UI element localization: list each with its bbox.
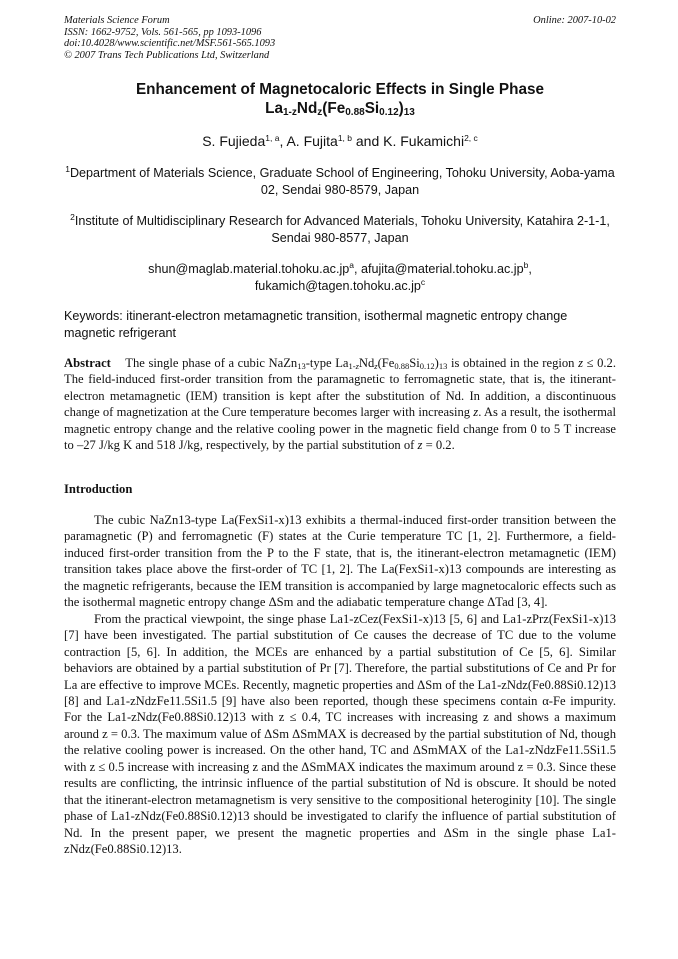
formula-part: Si <box>364 100 380 117</box>
author-2: , A. Fujita <box>279 133 338 149</box>
affiliation-2 <box>64 213 616 247</box>
affiliation-1 <box>64 165 616 199</box>
author-1-affil: 1, a <box>265 133 280 143</box>
introduction-heading: Introduction <box>64 482 133 496</box>
title-line-1: Enhancement of Magnetocaloric Effects in Single Phase <box>135 81 544 98</box>
copyright-line: © 2007 Trans Tech Publications Ltd, Switzerland <box>64 49 270 61</box>
author-3-affil: 2, c <box>464 133 478 143</box>
abstract-text: The single phase of a cubic NaZn <box>125 356 298 370</box>
introduction-body <box>64 512 616 858</box>
abstract-text: ) <box>434 356 439 370</box>
author-3: and K. Fukamichi <box>352 133 465 149</box>
abstract-sub: 0.88 <box>394 361 410 371</box>
doi-line: doi:10.4028/www.scientific.net/MSF.561-565.1093 <box>64 38 276 50</box>
abstract-var: z <box>417 438 423 453</box>
email-3[interactable]: fukamich@tagen.tohoku.ac.jp <box>254 279 421 293</box>
keywords: Keywords: itinerant-electron metamagnetic transition, isothermal magnetic entropy change magnetic refrigerant <box>64 309 568 340</box>
abstract-label: Abstract <box>64 356 111 370</box>
issn-line: ISSN: 1662-9752, Vols. 561-565, pp 1093-1096 <box>64 26 262 38</box>
affiliation-2-text: Institute of Multidisciplinary Research for Advanced Materials, Tohoku University, Katahira 2-1-1, Sendai 980-8577, Japan <box>74 214 610 245</box>
email-list <box>64 261 616 295</box>
author-2-affil: 1, b <box>337 133 352 143</box>
title-formula <box>64 99 616 118</box>
abstract-text: Nd <box>358 356 375 370</box>
email-3-marker: c <box>420 277 426 287</box>
abstract-text: ≤ 0.2. The field-induced first-order transition from the paramagnetic to ferromagnetic state, that is, the itinerant-electron metamagnetic (IEM) transition is kept after the substitution of Nd. In addition, a discontinuous change of magnetization at the Cure temperature becomes larger with increasing <box>64 356 616 420</box>
intro-paragraph-2: From the practical viewpoint, the singe phase La1-zCez(FexSi1-x)13 [5, 6] and La1-zPrz(FexSi1-x)13 [7] have been investigated. The partial substitution of Ce causes the decrease of TC due to the volume contraction [5, 6]. In addition, the MCEs are enhanced by a partial substitution of Ce [5, 6]. Similar behaviors are obtained by a partial substitution of Pr [7]. Therefore, the partial substitutions of Ce and Pr for La are effective to improve MCEs. Recently, magnetic properties and ΔSm of the La1-zNdz(Fe0.88Si0.12)13 [8] and La1-zNdzFe11.5Si1.5 [9] have also been reported, though these specimens contain α-Fe impurity. For the La1-zNdz(Fe0.88Si0.12)13 with z ≤ 0.4, TC increases with increasing z and shows a maximum around z = 0.3. The maximum value of ΔSm ΔSmMAX is decreased by the partial substitution of Nd, though the relative cooling power is increased. On the other hand, TC and ΔSmMAX of the La1-zNdzFe11.5Si1.5 with z ≤ 0.5 increase with increasing z and the ΔSmMAX indicates the maximum around z = 0.3. Since these results are conflicting, the intrinsic influence of the partial substitution of Nd is obscure. It should be noted that the itinerant-electron metamagnetism is very sensitive to the compositional heteroginity [10]. The single phase of La1-zNdz(Fe0.88Si0.12)13 should be investigated to clarify the influence of partial substitution of Nd. In the present paper, we present the magnetic properties and ΔSm in the single phase La1-zNdz(Fe0.88Si0.12)13. <box>64 611 616 857</box>
abstract-text: = 0.2. <box>422 438 455 453</box>
email-separator: , <box>528 262 532 276</box>
author-list <box>64 133 616 149</box>
formula-part: (Fe <box>322 100 346 117</box>
email-2[interactable]: , afujita@material.tohoku.ac.jp <box>354 262 524 276</box>
abstract-sub: z <box>374 361 378 371</box>
online-date: Online: 2007-10-02 <box>533 15 616 26</box>
abstract-sub: 0.12 <box>419 361 435 371</box>
email-2-marker: b <box>523 260 529 270</box>
email-1-marker: a <box>349 260 354 270</box>
abstract-text: -type La <box>305 356 349 370</box>
intro-paragraph-1: The cubic NaZn13-type La(FexSi1-x)13 exhibits a thermal-induced first-order transition between the paramagnetic (P) and ferromagnetic (F) states at the Curie temperature TC [1, 2]. Furthermore, a field-induced first-order transition from the P to the F state, that is, the itinerant-electron metamagnetic (IEM) transition takes place above the first-order of TC [1, 2]. The La(FexSi1-x)13 compounds are interesting as the magnetic refrigerants, because the IEM transition is accompanied by large magnetocaloric effects such as the isothermal magnetic entropy change ΔSm and the adiabatic temperature change ΔTad [3, 4]. <box>64 513 616 610</box>
abstract-var: z <box>578 356 583 370</box>
formula-sub: 13 <box>403 107 415 118</box>
formula-sub: 0.88 <box>345 107 365 118</box>
abstract-text: (Fe <box>377 356 395 370</box>
abstract <box>64 355 616 453</box>
abstract-sub: 13 <box>438 361 448 371</box>
abstract-text: is obtained in the region <box>447 356 579 370</box>
formula-part: ) <box>398 100 404 117</box>
abstract-sub: 13 <box>297 361 306 371</box>
formula-sub: 1-z <box>282 107 297 118</box>
formula-sub: 0.12 <box>379 107 399 118</box>
formula-part: La <box>265 100 283 117</box>
affiliation-1-marker: 1 <box>65 164 70 174</box>
abstract-sub: 1-z <box>348 361 359 371</box>
abstract-text: Si <box>409 356 420 370</box>
affiliation-1-text: Department of Materials Science, Graduate School of Engineering, Tohoku University, Aoba-yama 02, Sendai 980-8579, Japan <box>69 166 615 197</box>
email-1[interactable]: shun@maglab.material.tohoku.ac.jp <box>148 262 350 276</box>
formula-sub: z <box>317 107 323 118</box>
abstract-var: z <box>473 405 479 420</box>
journal-header <box>64 15 616 61</box>
abstract-text: . As a result, the isothermal magnetic entropy change and the relative cooling power in the magnetic field change from 0 to 5 T increase to –27 J/kg K and 518 J/kg, respectively, by the partial substitution of <box>64 405 616 453</box>
journal-name: Materials Science Forum <box>64 15 170 26</box>
affiliation-2-marker: 2 <box>70 212 75 222</box>
author-1: S. Fujieda <box>202 133 266 149</box>
formula-part: Nd <box>296 100 318 117</box>
paper-title <box>64 80 616 118</box>
